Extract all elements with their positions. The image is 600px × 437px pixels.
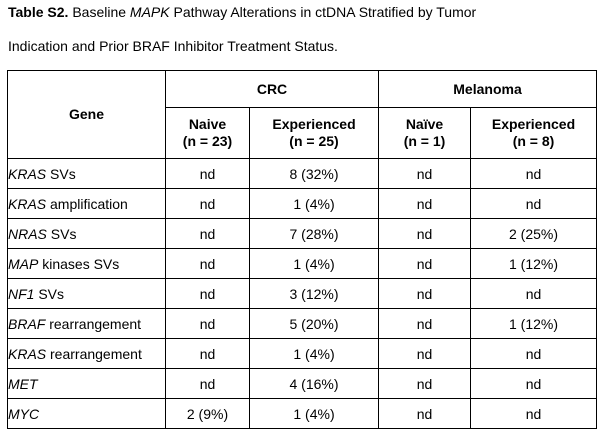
- table-row: [8, 159, 597, 189]
- value-cell: nd: [379, 279, 471, 309]
- value-cell: nd: [379, 309, 471, 339]
- gene-cell: [8, 399, 166, 429]
- caption-italic-term: MAPK: [129, 4, 170, 20]
- value-cell: nd: [379, 219, 471, 249]
- value-cell: 1 (12%): [471, 309, 597, 339]
- gene-column-header: Gene: [8, 71, 166, 159]
- table-caption-line-2: Indication and Prior BRAF Inhibitor Treatment Status.: [8, 38, 338, 54]
- gene-cell: [8, 309, 166, 339]
- value-cell: 1 (4%): [250, 249, 379, 279]
- caption-text-part: Pathway Alterations in ctDNA Stratified by Tumor: [169, 4, 477, 20]
- gene-cell: [8, 339, 166, 369]
- table-row: [8, 249, 597, 279]
- gene-cell: [8, 279, 166, 309]
- value-cell: 8 (32%): [250, 159, 379, 189]
- value-cell: nd: [166, 279, 250, 309]
- value-cell: nd: [166, 189, 250, 219]
- value-cell: 7 (28%): [250, 219, 379, 249]
- value-cell: nd: [379, 249, 471, 279]
- value-cell: nd: [379, 339, 471, 369]
- table-row: [8, 369, 597, 399]
- column-header-melanoma-experienced: [471, 108, 597, 159]
- value-cell: nd: [166, 219, 250, 249]
- table-row: [8, 189, 597, 219]
- gene-name: MAP: [8, 255, 39, 272]
- gene-name: KRAS: [8, 195, 47, 212]
- gene-cell: [8, 159, 166, 189]
- value-cell: nd: [379, 189, 471, 219]
- table-row: [8, 279, 597, 309]
- column-header-label: Experienced: [491, 116, 576, 132]
- column-header-count: (n = 23): [182, 133, 233, 149]
- gene-cell: [8, 189, 166, 219]
- value-cell: 2 (25%): [471, 219, 597, 249]
- alteration-type: SVs: [46, 165, 76, 182]
- group-header-melanoma: Melanoma: [379, 71, 597, 108]
- alteration-type: SVs: [46, 225, 77, 242]
- table-row: [8, 339, 597, 369]
- value-cell: 5 (20%): [250, 309, 379, 339]
- value-cell: 3 (12%): [250, 279, 379, 309]
- value-cell: nd: [166, 159, 250, 189]
- value-cell: nd: [166, 369, 250, 399]
- value-cell: 4 (16%): [250, 369, 379, 399]
- gene-cell: [8, 369, 166, 399]
- value-cell: nd: [471, 279, 597, 309]
- column-header-label: Naïve: [405, 116, 444, 132]
- value-cell: nd: [379, 159, 471, 189]
- column-header-label: Experienced: [272, 116, 356, 132]
- table-body: [8, 159, 597, 429]
- column-header-count: (n = 8): [512, 133, 555, 149]
- value-cell: 1 (4%): [250, 339, 379, 369]
- gene-name: KRAS: [8, 345, 47, 362]
- value-cell: nd: [471, 369, 597, 399]
- value-cell: nd: [379, 399, 471, 429]
- alteration-type: SVs: [34, 285, 65, 302]
- value-cell: 2 (9%): [166, 399, 250, 429]
- table-row: [8, 219, 597, 249]
- gene-name: NF1: [8, 285, 35, 302]
- alterations-table: [7, 70, 597, 429]
- column-header-melanoma-naive: [379, 108, 471, 159]
- alteration-type: rearrangement: [45, 315, 142, 332]
- value-cell: 1 (12%): [471, 249, 597, 279]
- value-cell: nd: [166, 339, 250, 369]
- column-header-label: Naive: [188, 116, 227, 132]
- value-cell: 1 (4%): [250, 189, 379, 219]
- table-caption: [8, 3, 596, 21]
- column-header-crc-experienced: [250, 108, 379, 159]
- column-header-crc-naive: [166, 108, 250, 159]
- group-header-crc: CRC: [166, 71, 379, 108]
- value-cell: nd: [166, 309, 250, 339]
- gene-name: MYC: [8, 405, 40, 422]
- value-cell: nd: [379, 369, 471, 399]
- gene-name: MET: [8, 375, 38, 392]
- table-row: [8, 309, 597, 339]
- table-row: [8, 399, 597, 429]
- table-group-header-row: [8, 71, 597, 108]
- column-header-count: (n = 25): [289, 133, 339, 149]
- value-cell: nd: [471, 339, 597, 369]
- alteration-type: kinases SVs: [38, 255, 120, 272]
- value-cell: nd: [471, 159, 597, 189]
- gene-cell: [8, 249, 166, 279]
- caption-label: Table S2.: [8, 4, 69, 20]
- gene-cell: [8, 219, 166, 249]
- value-cell: 1 (4%): [250, 399, 379, 429]
- value-cell: nd: [471, 399, 597, 429]
- gene-name: NRAS: [8, 225, 47, 242]
- alteration-type: amplification: [46, 195, 128, 212]
- value-cell: nd: [471, 189, 597, 219]
- gene-name: KRAS: [8, 165, 47, 182]
- column-header-count: (n = 1): [403, 133, 446, 149]
- value-cell: nd: [166, 249, 250, 279]
- alteration-type: rearrangement: [46, 345, 142, 362]
- caption-text-part: Baseline: [68, 4, 130, 20]
- gene-name: BRAF: [8, 315, 46, 332]
